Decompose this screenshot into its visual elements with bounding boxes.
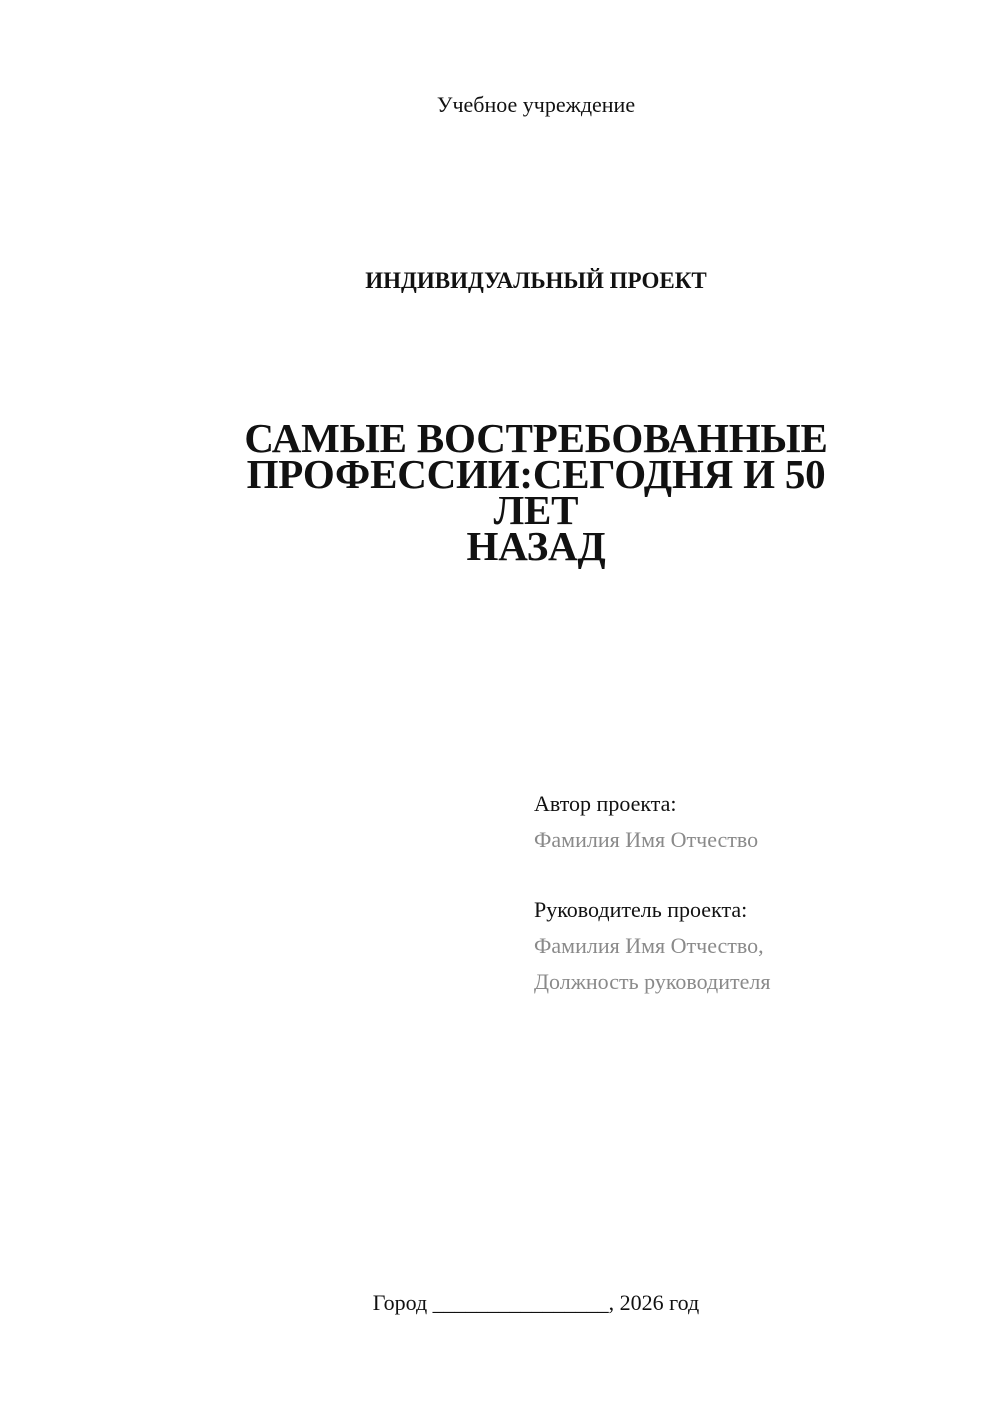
author-block [534, 786, 954, 858]
project-title-line-2: ПРОФЕССИИ:СЕГОДНЯ И 50 ЛЕТ [246, 451, 826, 533]
author-name-placeholder: Фамилия Имя Отчество [534, 827, 759, 852]
document-type: ИНДИВИДУАЛЬНЫЙ ПРОЕКТ [365, 268, 707, 293]
supervisor-position-placeholder: Должность руководителя [534, 969, 771, 994]
city-blank: ________________ [432, 1290, 609, 1315]
year-text: , 2026 год [608, 1290, 700, 1315]
institution-name: Учебное учреждение [436, 92, 636, 117]
city-year-line [0, 1290, 1000, 1316]
supervisor-name-placeholder: Фамилия Имя Отчество, [534, 933, 764, 958]
supervisor-block [534, 892, 954, 1000]
supervisor-label: Руководитель проекта: [534, 897, 748, 922]
project-title-line-3: НАЗАД [466, 523, 606, 569]
city-label: Город [372, 1290, 428, 1315]
author-label: Автор проекта: [534, 791, 677, 816]
project-title-line-1: САМЫЕ ВОСТРЕБОВАННЫЕ [244, 415, 828, 461]
project-title [200, 415, 872, 569]
